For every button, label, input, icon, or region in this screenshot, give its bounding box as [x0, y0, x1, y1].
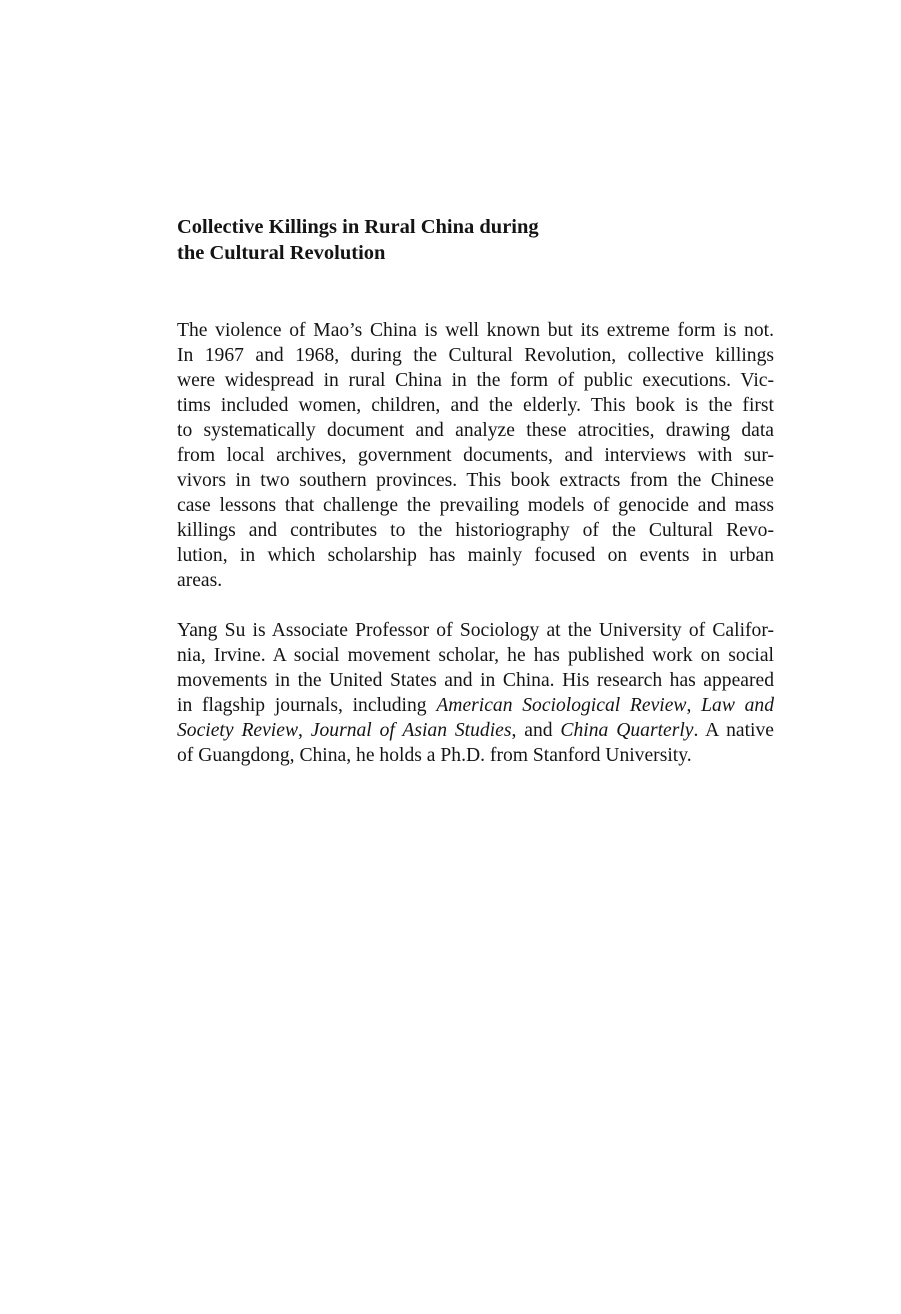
description-line: areas. — [177, 570, 223, 591]
description-line: tims included women, children, and the elderly. This book is the first — [177, 395, 774, 416]
description-line: were widespread in rural China in the form of public executions. Vic- — [177, 370, 774, 391]
book-title-line-2: the Cultural Revolution — [177, 242, 386, 264]
description-line: from local archives, government documents, and interviews with sur- — [177, 445, 774, 466]
book-title-line-1: Collective Killings in Rural China during — [177, 216, 539, 238]
bio-text: , — [298, 720, 311, 741]
bio-line — [177, 693, 774, 718]
bio-text: , — [686, 695, 702, 716]
bio-line: of Guangdong, China, he holds a Ph.D. from Stanford University. — [177, 745, 692, 766]
description-line: In 1967 and 1968, during the Cultural Revolution, collective killings — [177, 345, 774, 366]
journal-title-jas: Journal of Asian Studies — [310, 720, 512, 741]
description-line: The violence of Mao’s China is well known but its extreme form is not. — [177, 320, 774, 341]
bio-line — [177, 718, 774, 743]
book-description — [177, 318, 774, 593]
book-title — [177, 214, 774, 266]
description-line: case lessons that challenge the prevailing models of genocide and mass — [177, 495, 774, 516]
journal-title-cq: China Quarterly — [560, 720, 694, 741]
bio-line: Yang Su is Associate Professor of Sociology at the University of Califor- — [177, 620, 774, 641]
description-line: killings and contributes to the historiography of the Cultural Revo- — [177, 520, 774, 541]
bio-text: . A native — [693, 720, 774, 741]
description-line: lution, in which scholarship has mainly focused on events in urban — [177, 545, 774, 566]
bio-line: movements in the United States and in China. His research has appeared — [177, 670, 774, 691]
bio-text: , and — [511, 720, 561, 741]
description-line: vivors in two southern provinces. This book extracts from the Chinese — [177, 470, 774, 491]
journal-title-lsr-part1: Law and — [701, 695, 775, 716]
bio-line: nia, Irvine. A social movement scholar, he has published work on social — [177, 645, 774, 666]
journal-title-lsr-part2: Society Review — [177, 720, 299, 741]
journal-title-asr: American Sociological Review — [436, 695, 687, 716]
author-bio — [177, 618, 774, 768]
description-line: to systematically document and analyze these atrocities, drawing data — [177, 420, 774, 441]
bio-text: in flagship journals, including — [177, 695, 437, 716]
